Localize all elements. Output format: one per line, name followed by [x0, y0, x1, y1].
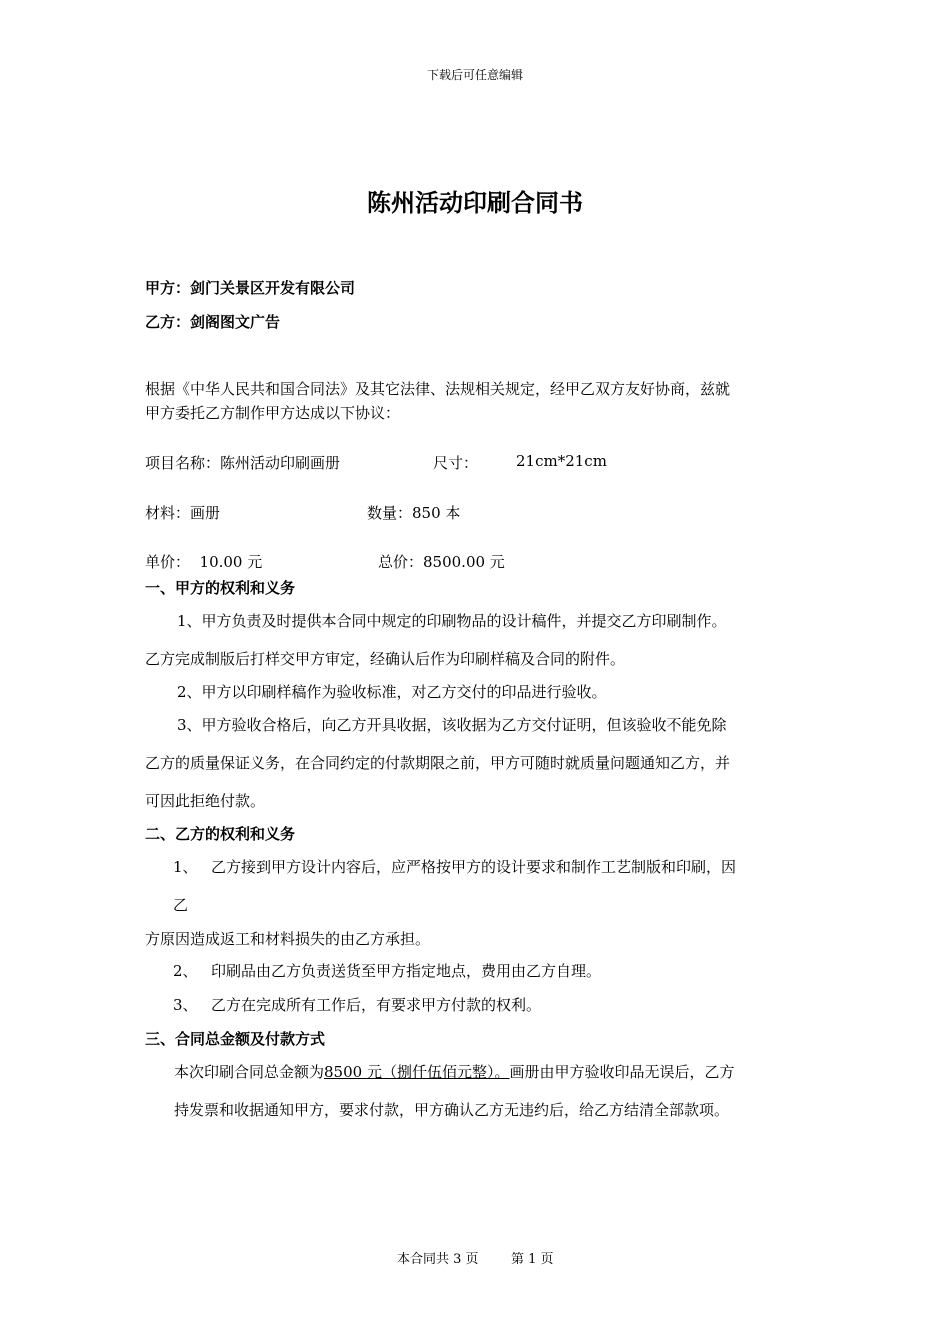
- document-title: 陈州活动印刷合同书: [367, 189, 583, 217]
- s1-p3-line-1: 3、甲方验收合格后，向乙方开具收据，该收据为乙方交付证明，但该验收不能免除: [177, 716, 727, 734]
- s3-line-1-prefix: 本次印刷合同总金额为: [174, 1063, 325, 1081]
- s1-p3-line-2: 乙方的质量保证义务，在合同约定的付款期限之前，甲方可随时就质量问题通知乙方，并: [145, 754, 731, 772]
- s3-line-1-suffix: 画册由甲方验收印品无误后，乙方: [509, 1063, 735, 1081]
- s1-p2: 2、甲方以印刷样稿作为验收标准，对乙方交付的印品进行验收。: [177, 683, 607, 701]
- footer-total-pages: 本合同共 3 页: [397, 1252, 479, 1267]
- s2-item-3-number: 3、: [173, 996, 198, 1014]
- s3-line-2: 持发票和收据通知甲方，要求付款，甲方确认乙方无违约后，给乙方结清全部款项。: [174, 1101, 730, 1119]
- quantity: 数量：850 本: [367, 504, 461, 522]
- intro-line-2: 甲方委托乙方制作甲方达成以下协议：: [145, 404, 401, 422]
- s2-item-2: 印刷品由乙方负责送货至甲方指定地点，费用由乙方自理。: [211, 962, 602, 980]
- project-name: 项目名称：陈州活动印刷画册: [145, 454, 341, 472]
- total-price: 总价：8500.00 元: [378, 553, 505, 571]
- page-header: 下载后可任意编辑: [426, 68, 523, 82]
- s3-line-1: [174, 1061, 734, 1082]
- size-value: 21cm*21cm: [516, 452, 607, 470]
- s2-item-3: 乙方在完成所有工作后，有要求甲方付款的权利。: [211, 996, 542, 1014]
- party-a: 甲方：剑门关景区开发有限公司: [145, 279, 356, 297]
- footer-page-number: 第 1 页: [511, 1252, 554, 1267]
- section-1-heading: 一、甲方的权利和义务: [145, 579, 296, 597]
- s2-item-1-line-2: 乙: [173, 896, 189, 914]
- s1-p1-line-1: 1、甲方负责及时提供本合同中规定的印刷物品的设计稿件，并提交乙方印刷制作。: [177, 612, 727, 630]
- s2-item-1-line-3: 方原因造成返工和材料损失的由乙方承担。: [145, 930, 431, 948]
- section-3-heading: 三、合同总金额及付款方式: [145, 1030, 326, 1048]
- intro-line-1: 根据《中华人民共和国合同法》及其它法律、法规相关规定，经甲乙双方友好协商，兹就: [145, 380, 731, 398]
- s2-item-1-line-1: 乙方接到甲方设计内容后，应严格按甲方的设计要求和制作工艺制版和印刷，因: [211, 858, 737, 876]
- s2-item-2-number: 2、: [173, 962, 198, 980]
- unit-price: 单价： 10.00 元: [145, 553, 263, 571]
- s1-p3-line-3: 可因此拒绝付款。: [145, 792, 266, 810]
- s2-item-1-number: 1、: [173, 858, 198, 876]
- contract-amount: 8500 元（捌仟伍佰元整）。: [324, 1063, 510, 1081]
- s1-p1-line-2: 乙方完成制版后打样交甲方审定，经确认后作为印刷样稿及合同的附件。: [145, 650, 626, 668]
- material: 材料：画册: [145, 504, 221, 522]
- section-2-heading: 二、乙方的权利和义务: [145, 825, 296, 843]
- party-b: 乙方：剑阁图文广告: [145, 313, 281, 331]
- size-label: 尺寸：: [433, 454, 479, 472]
